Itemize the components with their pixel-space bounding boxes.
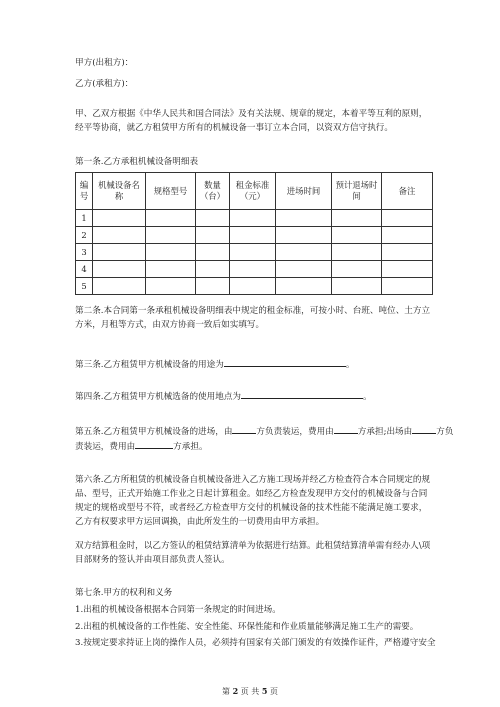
col-header-exit-time: 预计退场时间	[332, 173, 382, 210]
party-b-label: 乙方(承租方)：	[75, 79, 134, 89]
table-cell	[93, 210, 146, 227]
table-cell	[146, 210, 196, 227]
table-cell	[276, 261, 332, 278]
settlement-paragraph: 双方结算租金时，以乙方签认的租赁结算清单为依据进行结算。此租赁结算清单需有经办人\项目部财务的签认并由项目部负责人签认。	[75, 541, 431, 565]
article-4-text: 第四条.乙方租赁甲方机械选备的使用地点为	[75, 392, 242, 402]
row-number: 3	[76, 244, 93, 261]
page-footer	[0, 686, 500, 697]
table-cell	[382, 261, 433, 278]
intro-paragraph: 甲、乙双方根据《中华人民共和国合同法》及有关法规、规章的规定，本着平等互利的原则，经平等协商，就乙方租赁甲方所有的机械设备一事订立本合同，以资双方信守执行。	[75, 109, 428, 133]
table-cell	[93, 227, 146, 244]
article-2-paragraph: 第二条.本合同第一条承租机械设备明细表中规定的租金标准，可按小时、台班、吨位、土方立方米，月租等方式，由双方协商一致后如实填写。	[75, 306, 431, 330]
table-cell	[230, 227, 276, 244]
equipment-table	[75, 172, 433, 295]
article-3-blank	[224, 357, 346, 367]
article-4-blank	[241, 389, 363, 399]
table-header-row	[76, 173, 433, 210]
table-cell	[382, 244, 433, 261]
table-row	[76, 227, 433, 244]
table-cell	[230, 261, 276, 278]
row-number: 1	[76, 210, 93, 227]
article-5-text-6: 方承担。	[173, 442, 208, 452]
article-7-item-3: 3.按规定要求持证上岗的操作人员，必须持有国家有关部门颁发的有效操作证件，严格遵守安全	[75, 638, 436, 648]
table-cell	[276, 210, 332, 227]
row-number: 4	[76, 261, 93, 278]
article-5-blank-2	[334, 424, 358, 434]
article-5-line-2	[75, 439, 208, 453]
col-header-name: 机械设备名称	[93, 173, 146, 210]
table-cell	[332, 261, 382, 278]
article-5-text-1: 第五条.乙方租赁甲方机械设备的进场，由	[75, 427, 233, 437]
footer-text-mid: 页 共	[240, 687, 260, 696]
table-row	[76, 210, 433, 227]
table-cell	[196, 210, 230, 227]
table-cell	[382, 227, 433, 244]
table-cell	[332, 227, 382, 244]
article-3-text: 第三条.乙方租赁甲方机械设备的用途为	[75, 360, 224, 370]
article-5-text-2: 方负责装运，费用由	[256, 427, 334, 437]
article-3-suffix: 。	[345, 360, 355, 370]
table-cell	[332, 278, 382, 295]
col-header-number: 编号	[76, 173, 93, 210]
article-5-blank-3	[412, 424, 436, 434]
table-cell	[332, 210, 382, 227]
table-cell	[276, 278, 332, 295]
article-5-blank-1	[232, 424, 256, 434]
table-cell	[196, 278, 230, 295]
table-cell	[230, 210, 276, 227]
table-cell	[146, 227, 196, 244]
col-header-rent: 租金标准（元）	[230, 173, 276, 210]
article-4-line	[75, 389, 372, 403]
article-7-item-2: 2.出租的机械设备的工作性能、安全性能、环保性能和作业质量能够满足施工生产的需要。	[75, 622, 419, 632]
footer-total-pages: 5	[261, 686, 268, 696]
table-cell	[196, 244, 230, 261]
article-1-title: 第一条.乙方承租机械设备明细表	[75, 157, 199, 167]
table-cell	[382, 210, 433, 227]
col-header-entry-time: 进场时间	[276, 173, 332, 210]
article-5-blank-4	[135, 439, 173, 449]
article-5-text-3: 方承担;出场由	[357, 427, 413, 437]
table-cell	[146, 278, 196, 295]
col-header-model: 规格型号	[146, 173, 196, 210]
table-row	[76, 244, 433, 261]
table-cell	[93, 244, 146, 261]
footer-text-post: 页	[269, 687, 278, 696]
article-7-item-1: 1.出租的机械设备根据本合同第一条规定的时间进场。	[75, 605, 281, 615]
row-number: 5	[76, 278, 93, 295]
table-cell	[276, 244, 332, 261]
row-number: 2	[76, 227, 93, 244]
table-cell	[196, 261, 230, 278]
footer-text-pre: 第	[222, 687, 231, 696]
table-cell	[146, 261, 196, 278]
table-cell	[146, 244, 196, 261]
article-5-text-5: 责装运，费用由	[75, 442, 136, 452]
table-cell	[93, 278, 146, 295]
table-cell	[276, 227, 332, 244]
table-cell	[230, 278, 276, 295]
article-3-line	[75, 357, 354, 371]
table-cell	[332, 244, 382, 261]
article-5-text-4: 方负	[436, 427, 454, 437]
article-7-title: 第七条.甲方的权利和义务	[75, 588, 173, 598]
party-a-label: 甲方(出租方)：	[75, 58, 134, 68]
article-4-suffix: 。	[363, 392, 372, 402]
table-row	[76, 261, 433, 278]
article-5-line-1	[75, 424, 453, 438]
col-header-quantity: 数量（台）	[196, 173, 230, 210]
table-cell	[382, 278, 433, 295]
table-cell	[230, 244, 276, 261]
table-cell	[196, 227, 230, 244]
table-cell	[93, 261, 146, 278]
article-6-paragraph: 第六条.乙方所租赁的机械设备自机械设备进入乙方施工现场并经乙方检查符合本合同规定的规品、型号，正式开始施工作业之日起计算租金。如经乙方检查发现甲方交付的机械设备与合同规定的规格或型号不符，或者经乙方检查甲方交付的机械设备的技术性能不能满足施工要求，乙方有权要求甲方运回调换，由此所发生的一切费用由甲方承担。	[75, 475, 431, 527]
table-row	[76, 278, 433, 295]
footer-page-number: 2	[232, 686, 239, 696]
col-header-remarks: 备注	[382, 173, 433, 210]
